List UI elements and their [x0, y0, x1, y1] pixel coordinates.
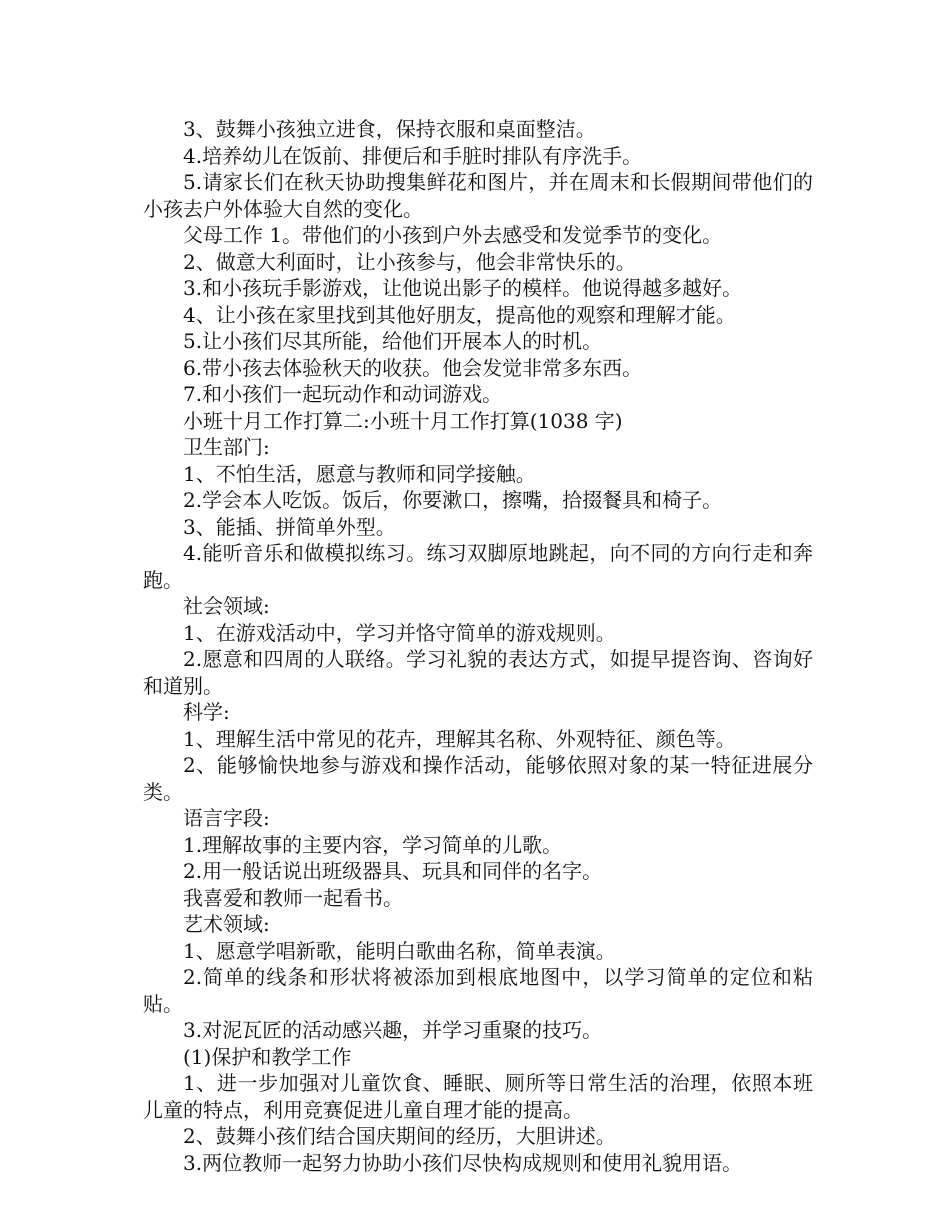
paragraph: 6.带小孩去体验秋天的收获。他会发觉非常多东西。 — [183, 355, 643, 380]
paragraph: 2.简单的线条和形状将被添加到根底地图中，以学习简单的定位和粘贴。 — [143, 965, 813, 1016]
paragraph: 2、做意大利面时，让小孩参与，他会非常快乐的。 — [183, 249, 636, 274]
subheading: (1)保护和教学工作 — [183, 1044, 352, 1069]
paragraph: 4.培养幼儿在饭前、排便后和手脏时排队有序洗手。 — [183, 143, 643, 168]
paragraph: 1、进一步加强对儿童饮食、睡眠、厕所等日常生活的治理，依照本班儿童的特点，利用竞赛促进儿童自理才能的提高。 — [143, 1071, 813, 1122]
paragraph: 2.用一般话说出班级器具、玩具和同伴的名字。 — [183, 859, 603, 883]
paragraph: 1、理解生活中常见的花卉，理解其名称、外观特征、颜色等。 — [183, 726, 736, 751]
paragraph: 2.愿意和四周的人联络。学习礼貌的表达方式，如提早提咨询、咨询好和道别。 — [143, 647, 813, 698]
subheading: 科学: — [183, 700, 230, 724]
paragraph: 1、愿意学唱新歌，能明白歌曲名称，简单表演。 — [183, 938, 616, 963]
paragraph: 4、让小孩在家里找到其他好朋友，提高他的观察和理解才能。 — [183, 302, 736, 327]
paragraph: 3.对泥瓦匠的活动感兴趣，并学习重聚的技巧。 — [183, 1018, 603, 1042]
paragraph: 1、在游戏活动中，学习并恪守简单的游戏规则。 — [183, 620, 616, 645]
subheading: 语言字段: — [183, 806, 270, 830]
paragraph: 1、不怕生活，愿意与教师和同学接触。 — [183, 461, 536, 486]
paragraph: 我喜爱和教师一起看书。 — [183, 885, 403, 910]
section-heading: 小班十月工作打算二:小班十月工作打算(1038 字) — [183, 408, 623, 433]
paragraph: 5.请家长们在秋天协助搜集鲜花和图片，并在周末和长假期间带他们的小孩去户外体验大自然的变化。 — [143, 170, 813, 221]
subheading: 艺术领域: — [183, 912, 270, 936]
paragraph: 2.学会本人吃饭。饭后，你要漱口，擦嘴，拾掇餐具和椅子。 — [183, 488, 723, 512]
paragraph: 1.理解故事的主要内容，学习简单的儿歌。 — [183, 832, 563, 857]
paragraph: 5.让小孩们尽其所能，给他们开展本人的时机。 — [183, 329, 603, 353]
paragraph: 7.和小孩们一起玩动作和动词游戏。 — [183, 382, 503, 406]
paragraph: 3、能插、拼简单外型。 — [183, 514, 396, 539]
subheading: 卫生部门: — [183, 435, 270, 459]
document-body — [143, 116, 813, 1176]
paragraph: 4.能听音乐和做模拟练习。练习双脚原地跳起，向不同的方向行走和奔跑。 — [143, 541, 813, 592]
paragraph: 2、能够愉快地参与游戏和操作活动，能够依照对象的某一特征进展分类。 — [143, 753, 813, 804]
paragraph: 3.和小孩玩手影游戏，让他说出影子的模样。他说得越多越好。 — [183, 276, 743, 300]
paragraph: 2、鼓舞小孩们结合国庆期间的经历，大胆讲述。 — [183, 1124, 616, 1148]
paragraph: 3.两位教师一起努力协助小孩们尽快构成规则和使用礼貌用语。 — [183, 1150, 743, 1175]
paragraph: 3、鼓舞小孩独立进食，保持衣服和桌面整洁。 — [183, 117, 596, 141]
subheading: 社会领域: — [183, 594, 270, 618]
paragraph: 父母工作 1。带他们的小孩到户外去感受和发觉季节的变化。 — [183, 223, 723, 247]
